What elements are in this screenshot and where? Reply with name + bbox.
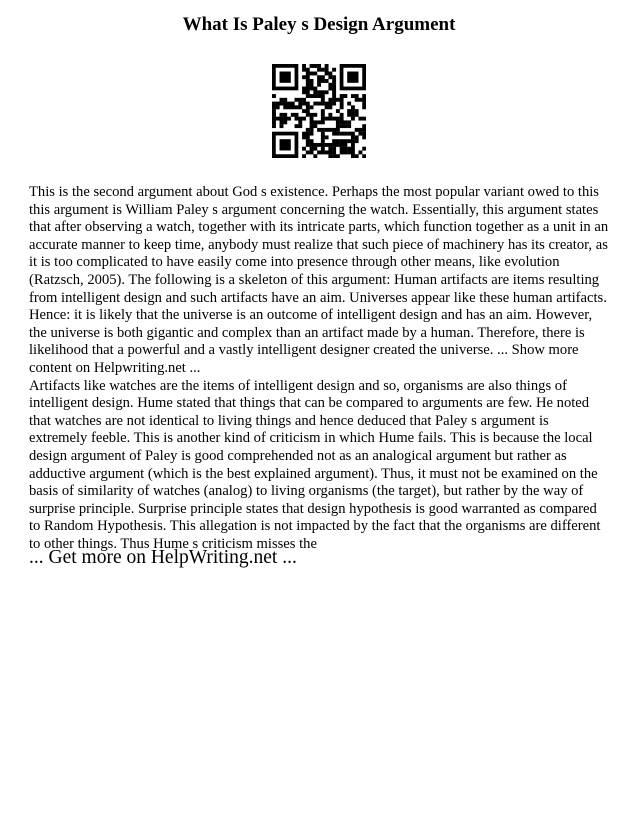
article-body <box>29 184 609 553</box>
page-title: What Is Paley s Design Argument <box>182 14 456 35</box>
qr-code-icon <box>272 64 366 158</box>
get-more-link[interactable]: ... Get more on HelpWriting.net ... <box>29 547 297 568</box>
paragraph-1: This is the second argument about God s existence. Perhaps the most popular variant owed to this this argument is William Paley s argument concerning the watch. Essentially, this argument states that after observing a watch, together with its intricate parts, which function together as a unit in an accurate manner to keep time, anybody must realize that such piece of machinery has its creator, as it is too complicated to have easily come into presence through other means, like evolution (Ratzsch, 2005). The following is a skeleton of this argument: Human artifacts are items resulting from intelligent design and such artifacts have an aim. Universes appear like these human artifacts. Hence: it is likely that the universe is an outcome of intelligent design and has an aim. However, the universe is both gigantic and complex than an artifact made by a human. Therefore, there is likelihood that a powerful and a vastly intelligent designer created the universe. ... Show more content on Helpwriting.net ... <box>29 184 609 376</box>
paragraph-2: Artifacts like watches are the items of intelligent design and so, organisms are also things of intelligent design. Hume stated that things that can be compared to arguments are few. He noted that watches are not identical to living things and hence deduced that Paley s argument is extremely feeble. This is another kind of criticism in which Hume fails. This is because the local design argument of Paley is good comprehended not as an analogical argument but rather as adductive argument (which is the best explained argument). Thus, it must not be examined on the basis of similarity of watches (analog) to living organisms (the target), but rather by the way of surprise principle. Surprise principle states that design hypothesis is good warranted as compared to Random Hypothesis. This allegation is not impacted by the fact that the organisms are different to other things. Thus Hume s criticism misses the <box>29 377 601 552</box>
